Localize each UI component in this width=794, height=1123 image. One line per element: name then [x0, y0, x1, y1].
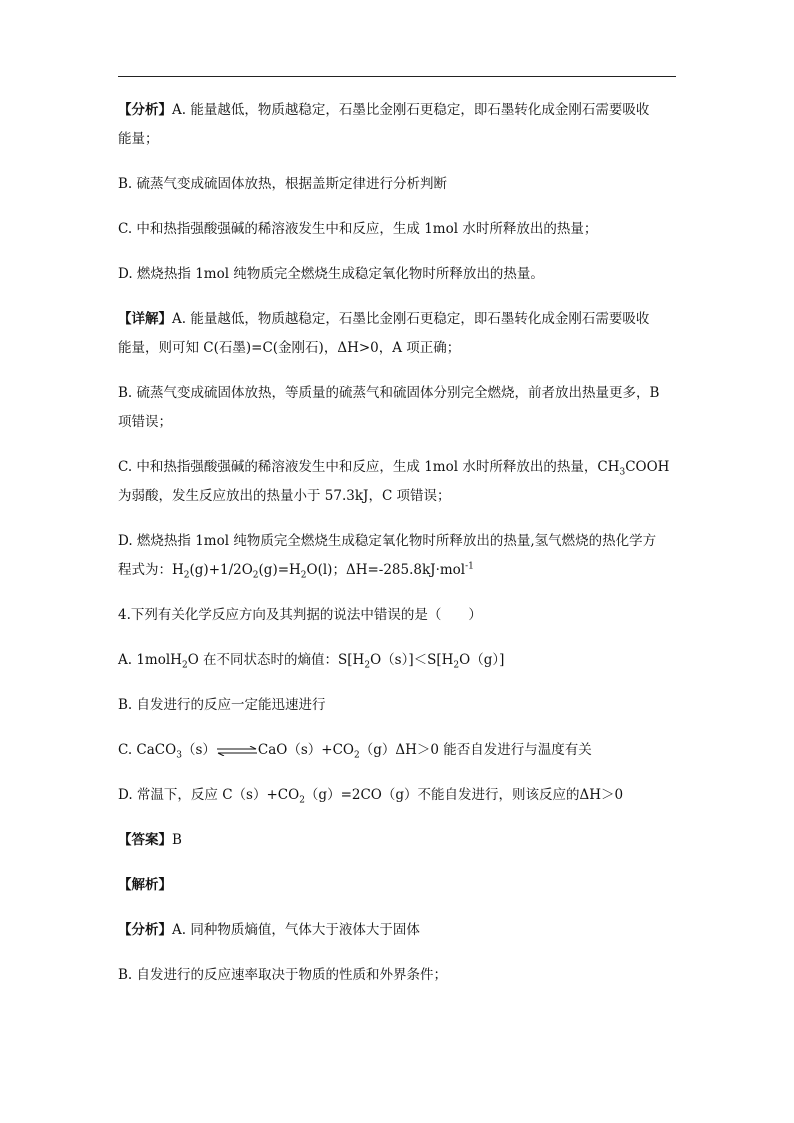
analysis-a [118, 96, 678, 154]
detail-a-line2: 能量，则可知 C(石墨)=C(金刚石)，ΔH>0，A 项正确； [118, 340, 461, 356]
q4c-part2: （s） [181, 742, 216, 758]
answer-line [118, 826, 678, 855]
analysis-b: B. 硫蒸气变成硫固体放热，根据盖斯定律进行分析判断 [118, 176, 448, 192]
analysis-tag: 【分析】 [118, 102, 172, 118]
detail-d-line2b: (g)+1/2O [189, 562, 253, 578]
detail-d-sub3: 2 [300, 570, 307, 581]
analysis2-b: B. 自发进行的反应速率取决于物质的性质和外界条件； [118, 967, 448, 983]
q4d-part1: D. 常温下，反应 C（s）+CO [118, 787, 300, 803]
q4d-sub1: 2 [299, 795, 305, 806]
question4-option-b: B. 自发进行的反应一定能迅速进行 [118, 697, 326, 713]
detail-d-line2a: 程式为：H [118, 562, 184, 578]
q4a-sub2: 2 [364, 660, 371, 671]
q4a-part4: O（g）] [459, 652, 505, 668]
detail-c-sub: 3 [619, 467, 626, 478]
detail-a [118, 305, 678, 363]
answer-tag: 【答案】 [118, 832, 172, 848]
detail-d-sup: -1 [465, 561, 474, 572]
q4a-part1: A. 1molH [118, 652, 182, 668]
header-rule [118, 76, 676, 77]
q4a-sub1: 2 [181, 660, 188, 671]
detail-c-line2: 为弱酸，发生反应放出的热量小于 57.3kJ，C 项错误； [118, 488, 451, 504]
detail-b-line1: B. 硫蒸气变成硫固体放热，等质量的硫蒸气和硫固体分别完全燃烧，前者放出热量更多，B [118, 385, 660, 401]
q4c-sub2: 2 [353, 750, 360, 761]
q4c-part1: C. CaCO [118, 742, 177, 758]
detail-c-line1b: COOH [625, 459, 670, 475]
analysis2-a-text: A. 同种物质熵值，气体大于液体大于固体 [172, 922, 420, 938]
detail-b-line2: 项错误； [118, 414, 172, 430]
analysis2-a [118, 916, 678, 945]
detail-a-line1: A. 能量越低，物质越稳定，石墨比金刚石更稳定，即石墨转化成金刚石需要吸收 [172, 311, 650, 327]
detail-b [118, 379, 678, 437]
q4d-part2: （g）=2CO（g）不能自发进行，则该反应的ΔH＞0 [304, 787, 624, 803]
q4a-part2: O 在不同状态时的熵值：S[H [187, 652, 365, 668]
q4a-sub3: 2 [453, 660, 460, 671]
q4a-part3: O（s）]＜S[H [370, 652, 454, 668]
analysis-a-line2: 能量； [118, 131, 159, 147]
detail-d-sub2: 2 [252, 570, 259, 581]
detail-d-line2c: (g)=H [258, 562, 301, 578]
q4c-part3: CaO（s）+CO [257, 742, 354, 758]
explain-tag: 【解析】 [118, 877, 172, 893]
detail-d-line1: D. 燃烧热指 1mol 纯物质完全燃烧生成稳定氧化物时所释放出的热量,氢气燃烧的热化学方 [118, 533, 657, 549]
equilibrium-arrow-icon [216, 746, 258, 756]
detail-c-line1a: C. 中和热指强酸强碱的稀溶液发生中和反应，生成 1mol 水时所释放出的热量，CH [118, 459, 620, 475]
q4c-sub1: 3 [176, 750, 182, 761]
detail-d-sub1: 2 [183, 570, 190, 581]
document-body [118, 96, 678, 1006]
detail-d [118, 527, 678, 585]
question4-option-d [118, 781, 678, 810]
question4-stem: 4.下列有关化学反应方向及其判据的说法中错误的是（ ） [118, 607, 482, 623]
question4-option-a [118, 646, 678, 675]
analysis2-tag: 【分析】 [118, 922, 172, 938]
question4-option-c [118, 736, 678, 765]
analysis-a-line1: A. 能量越低，物质越稳定，石墨比金刚石更稳定，即石墨转化成金刚石需要吸收 [172, 102, 650, 118]
answer-value: B [172, 832, 182, 848]
analysis-c: C. 中和热指强酸强碱的稀溶液发生中和反应，生成 1mol 水时所释放出的热量； [118, 221, 598, 237]
analysis-d: D. 燃烧热指 1mol 纯物质完全燃烧生成稳定氧化物时所释放出的热量。 [118, 266, 544, 282]
detail-tag: 【详解】 [118, 311, 172, 327]
explain-line [118, 871, 678, 900]
q4c-part4: （g）ΔH＞0 能否自发进行与温度有关 [359, 742, 592, 758]
detail-c [118, 453, 678, 511]
detail-d-line2d: O(l)；ΔH=-285.8kJ·mol [306, 562, 466, 578]
